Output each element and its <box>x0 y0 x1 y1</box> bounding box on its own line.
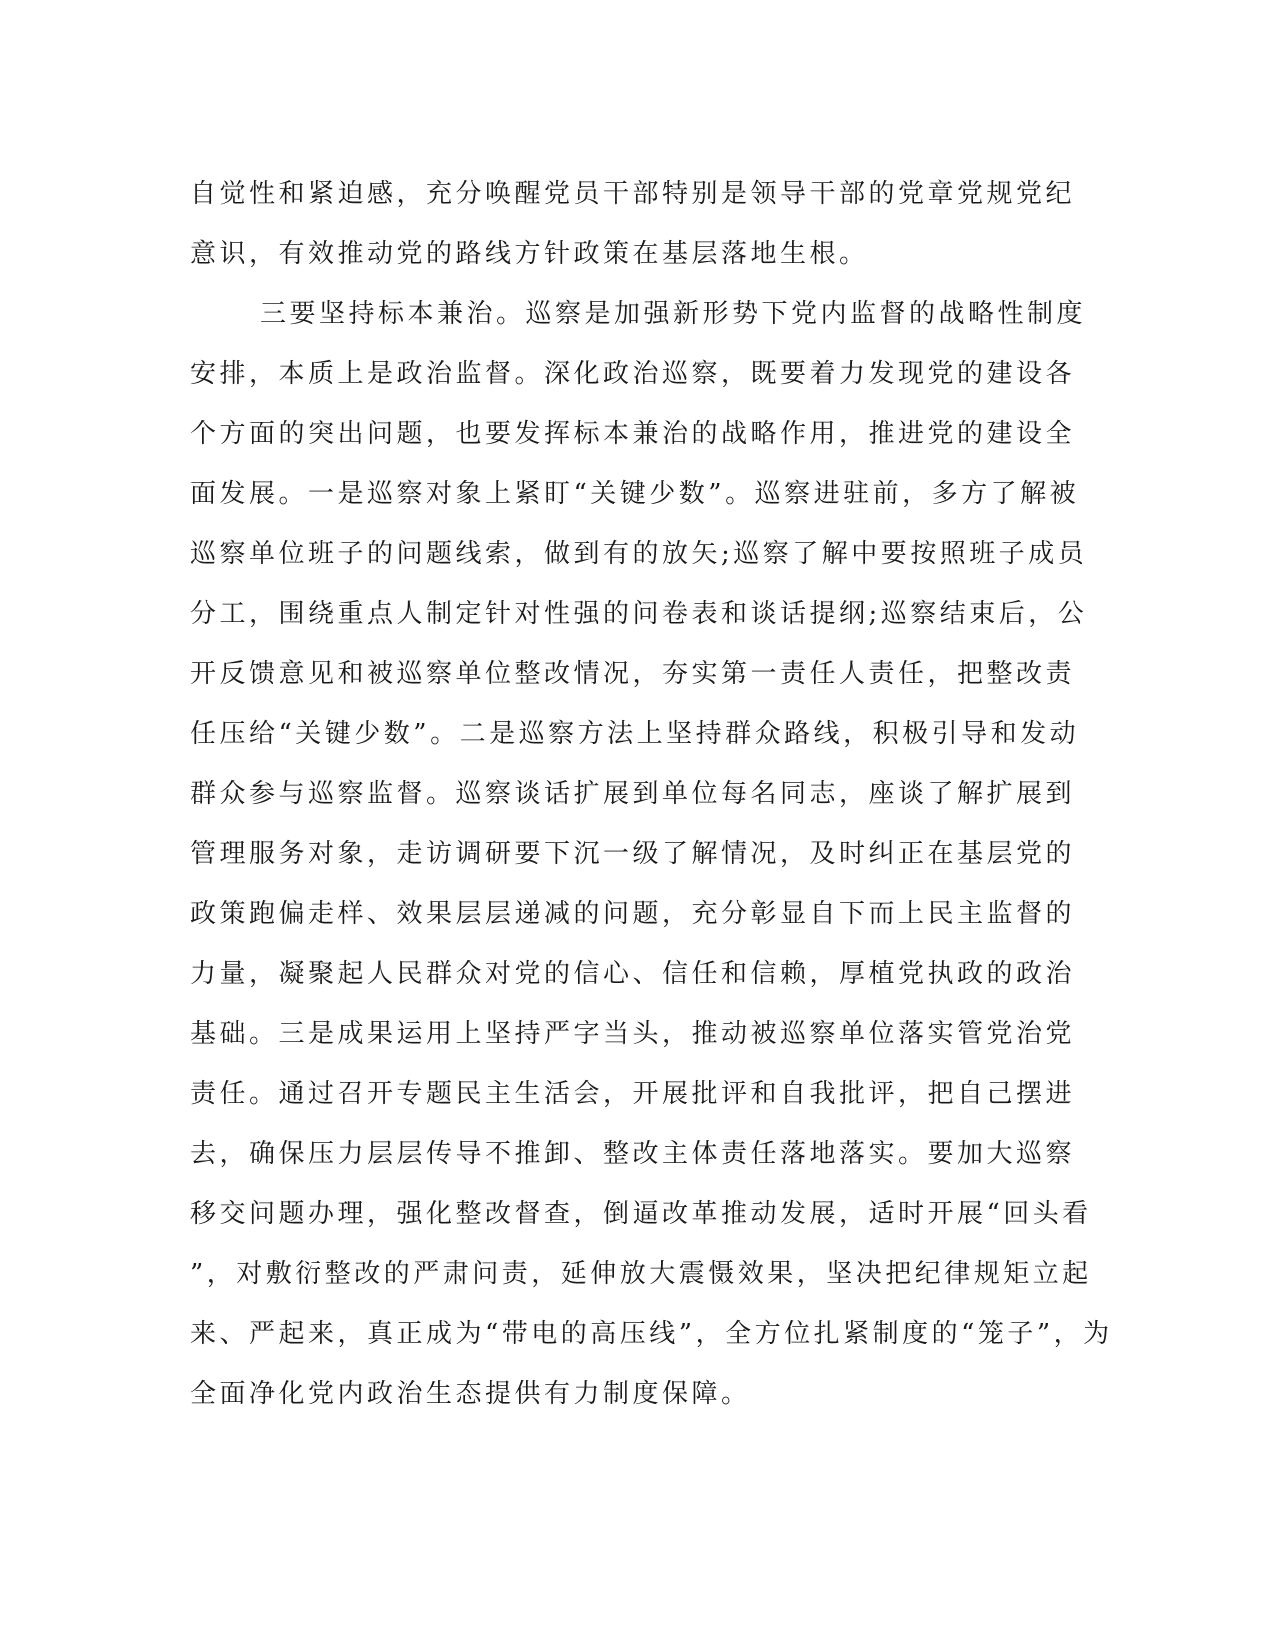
text-line: 群众参与巡察监督。巡察谈话扩展到单位每名同志，座谈了解扩展到 <box>190 779 1076 809</box>
text-line: 管理服务对象，走访调研要下沉一级了解情况，及时纠正在基层党的 <box>190 839 1076 869</box>
text-line: ”，对敷衍整改的严肃问责，延伸放大震慑效果，坚决把纪律规矩立起 <box>190 1259 1092 1289</box>
document-body <box>190 164 1113 1424</box>
text-line: 开反馈意见和被巡察单位整改情况，夯实第一责任人责任，把整改责 <box>190 659 1076 689</box>
paragraph-start-line: 三要坚持标本兼治。巡察是加强新形势下党内监督的战略性制度 <box>260 299 1087 329</box>
text-line: 政策跑偏走样、效果层层递减的问题，充分彰显自下而上民主监督的 <box>190 899 1076 929</box>
text-line: 移交问题办理，强化整改督查，倒逼改革推动发展，适时开展“回头看 <box>190 1199 1092 1229</box>
text-line: 意识，有效推动党的路线方针政策在基层落地生根。 <box>190 239 869 269</box>
text-line: 来、严起来，真正成为“带电的高压线”，全方位扎紧制度的“笼子”，为 <box>190 1319 1113 1349</box>
text-line: 责任。通过召开专题民主生活会，开展批评和自我批评，把自己摆进 <box>190 1079 1076 1109</box>
text-line: 巡察单位班子的问题线索，做到有的放矢;巡察了解中要按照班子成员 <box>190 539 1088 569</box>
text-line: 自觉性和紧迫感，充分唤醒党员干部特别是领导干部的党章党规党纪 <box>190 179 1076 209</box>
text-line: 基础。三是成果运用上坚持严字当头，推动被巡察单位落实管党治党 <box>190 1019 1076 1049</box>
text-line: 个方面的突出问题，也要发挥标本兼治的战略作用，推进党的建设全 <box>190 419 1076 449</box>
text-line: 全面净化党内政治生态提供有力制度保障。 <box>190 1379 751 1409</box>
text-line: 分工，围绕重点人制定针对性强的问卷表和谈话提纲;巡察结束后，公 <box>190 599 1088 629</box>
text-line: 任压给“关键少数”。二是巡察方法上坚持群众路线，积极引导和发动 <box>190 719 1080 749</box>
text-line: 去，确保压力层层传导不推卸、整改主体责任落地落实。要加大巡察 <box>190 1139 1076 1169</box>
text-line: 面发展。一是巡察对象上紧盯“关键少数”。巡察进驻前，多方了解被 <box>190 479 1080 509</box>
text-line: 安排，本质上是政治监督。深化政治巡察，既要着力发现党的建设各 <box>190 359 1076 389</box>
text-line: 力量，凝聚起人民群众对党的信心、信任和信赖，厚植党执政的政治 <box>190 959 1076 989</box>
